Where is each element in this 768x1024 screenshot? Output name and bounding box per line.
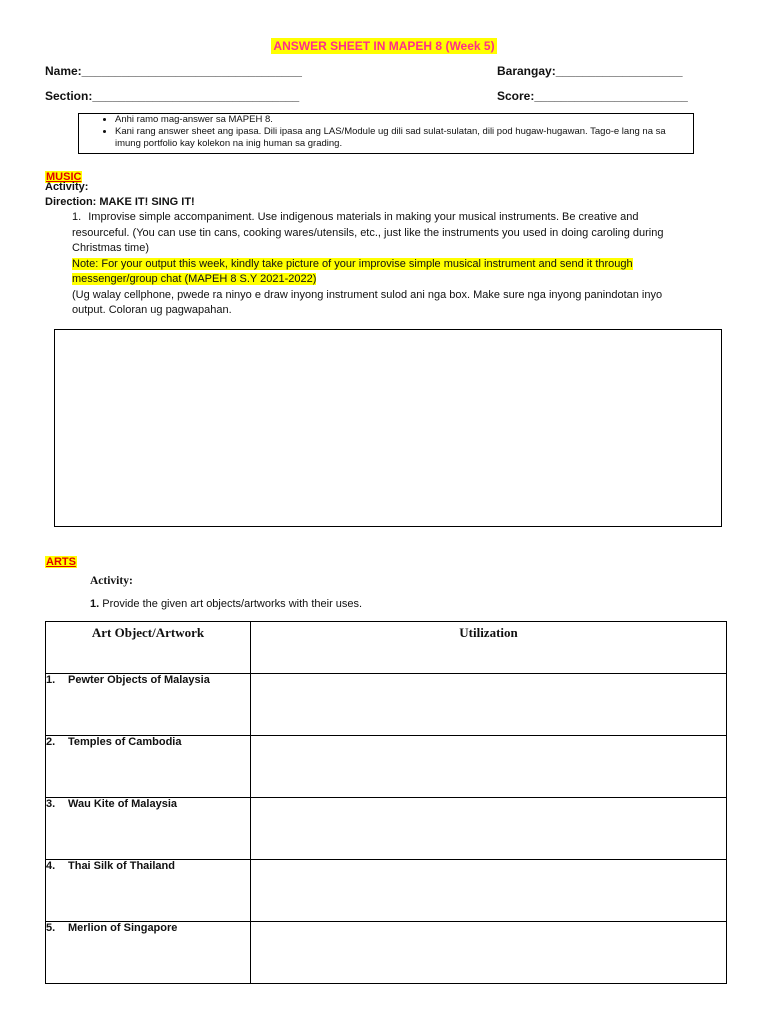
arts-heading: ARTS (46, 556, 76, 568)
art-objects-table (45, 621, 727, 984)
page-title: ANSWER SHEET IN MAPEH 8 (Week 5) (273, 39, 495, 53)
arts-item-number: 1. (90, 598, 100, 610)
art-object-cell: 1. Pewter Objects of Malaysia (46, 674, 251, 736)
table-row (46, 860, 727, 922)
table-row (46, 798, 727, 860)
arts-item-1 (90, 597, 362, 613)
music-note-line2: messenger/group chat (MAPEH 8 S.Y 2021-2022) (72, 273, 317, 285)
utilization-answer-cell[interactable] (251, 860, 727, 922)
arts-item-text: Provide the given art objects/artworks with their uses. (99, 598, 363, 610)
music-item-line1: Improvise simple accompaniment. Use indigenous materials in making your musical instruments. Be creative and (88, 211, 639, 223)
instructions-box (78, 113, 694, 154)
barangay-field[interactable]: Barangay:___________________ (497, 64, 683, 78)
table-row (46, 674, 727, 736)
music-alt-line2: output. Coloran ug pagwapahan. (72, 304, 232, 316)
utilization-answer-cell[interactable] (251, 736, 727, 798)
music-item-line3: Christmas time) (72, 242, 150, 254)
instruction-item: • Kani rang answer sheet ang ipasa. Dili ipasa ang LAS/Module ug dili sad sulat-sulatan, dili pod hugaw-hugawan. Tago-e lang na sa imung portfolio kay kolekon na inig human sa grading. (115, 126, 693, 150)
art-object-cell: 3. Wau Kite of Malaysia (46, 798, 251, 860)
utilization-answer-cell[interactable] (251, 674, 727, 736)
music-heading: MUSIC (46, 171, 82, 183)
score-field[interactable]: Score:_______________________ (497, 89, 688, 103)
table-header-row (46, 622, 727, 674)
column-header-art-object: Art Object/Artwork (46, 622, 251, 674)
table-row (46, 736, 727, 798)
music-direction: Direction: MAKE IT! SING IT! (45, 196, 195, 208)
instructions-list (79, 114, 693, 150)
section-field[interactable]: Section:_______________________________ (45, 89, 300, 103)
utilization-answer-cell[interactable] (251, 798, 727, 860)
music-note-line1: Note: For your output this week, kindly take picture of your improvise simple musical instrument and send it through (72, 257, 633, 270)
table-row (46, 922, 727, 984)
art-object-cell: 5. Merlion of Singapore (46, 922, 251, 984)
arts-activity-label: Activity: (90, 575, 133, 587)
music-item-number: 1. (72, 211, 82, 223)
instrument-drawing-box[interactable] (54, 329, 722, 527)
name-field[interactable]: Name:_________________________________ (45, 64, 302, 78)
music-alt-line1: (Ug walay cellphone, pwede ra ninyo e draw inyong instrument sulod ani nga box. Make sure nga inyong panindotan inyo (72, 288, 663, 301)
art-object-cell: 4. Thai Silk of Thailand (46, 860, 251, 922)
art-object-cell: 2. Temples of Cambodia (46, 736, 251, 798)
music-item-1 (72, 210, 732, 319)
instruction-item: • Anhi ramo mag-answer sa MAPEH 8. (115, 114, 693, 126)
music-item-line2: resourceful. (You can use tin cans, cooking wares/utensils, etc., just like the instruments you used in doing caroling during (72, 226, 664, 239)
column-header-utilization: Utilization (251, 622, 727, 674)
music-activity-label: Activity: (45, 181, 89, 193)
utilization-answer-cell[interactable] (251, 922, 727, 984)
